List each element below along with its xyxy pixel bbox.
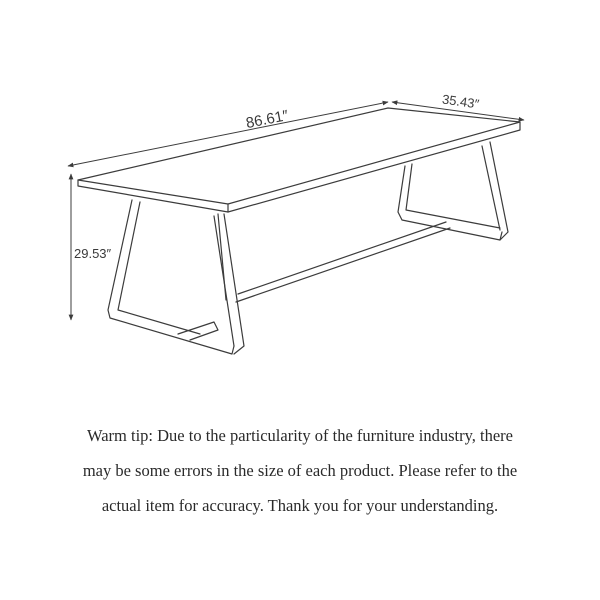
table-outline: [78, 108, 520, 354]
length-label: 86.61″: [244, 107, 290, 133]
caption-line-3: actual item for accuracy. Thank you for your understanding.: [101, 496, 499, 515]
caption-line-1: Warm tip: Due to the particularity of the furniture industry, there: [86, 426, 513, 445]
width-label: 35.43″: [441, 91, 481, 112]
height-label: 29.53″: [74, 246, 112, 261]
warm-tip-caption: [20, 418, 580, 523]
caption-line-2: may be some errors in the size of each product. Please refer to the: [82, 461, 518, 480]
